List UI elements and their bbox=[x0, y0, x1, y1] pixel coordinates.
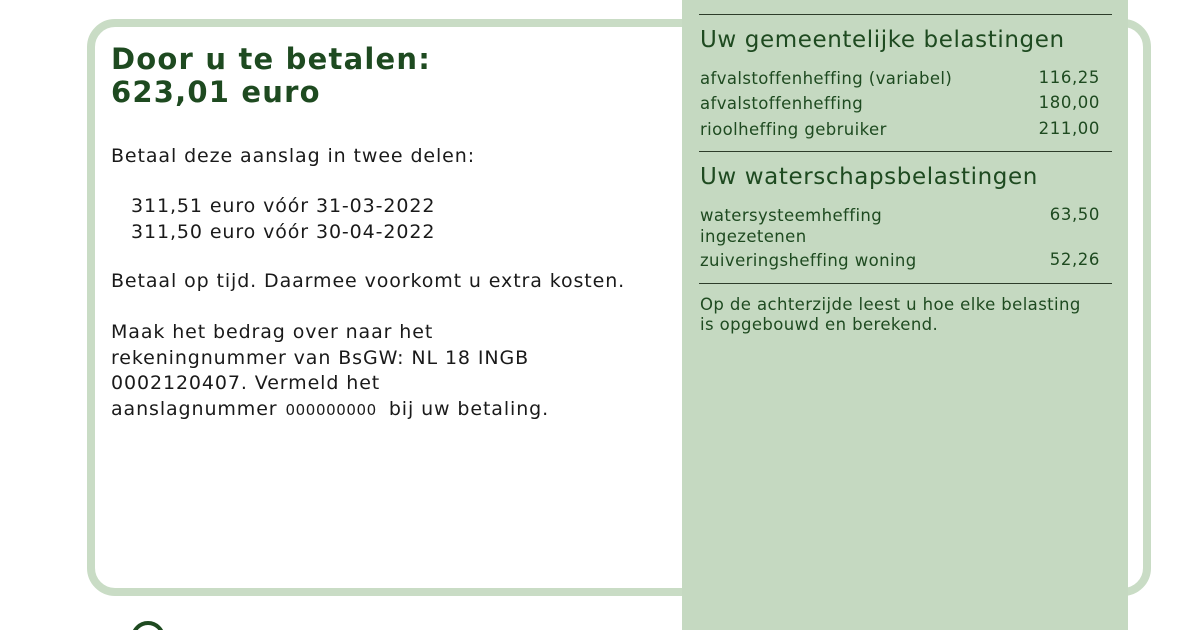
municipal-row-value: 116,25 bbox=[1038, 68, 1100, 87]
transfer-closing: bij uw betaling. bbox=[388, 397, 550, 420]
reverse-side-note: Op de achterzijde leest u hoe elke belasting is opgebouwd en berekend. bbox=[700, 295, 1081, 334]
divider bbox=[699, 151, 1112, 152]
water-board-row-label: watersysteemheffing ingezetenen bbox=[700, 206, 883, 246]
divider bbox=[699, 14, 1112, 15]
amount-due-title bbox=[111, 43, 431, 109]
municipal-row-label: afvalstoffenheffing (variabel) bbox=[700, 69, 953, 88]
logo-icon bbox=[131, 621, 165, 630]
municipal-taxes-heading: Uw gemeentelijke belastingen bbox=[700, 27, 1065, 53]
amount-due-label: Door u te betalen: bbox=[111, 42, 431, 76]
municipal-row-value: 211,00 bbox=[1038, 119, 1100, 138]
assessment-number: 000000000 bbox=[285, 400, 377, 419]
assessment-reference-label: Vermeld het aanslagnummer bbox=[111, 372, 381, 420]
municipal-row-value: 180,00 bbox=[1038, 93, 1100, 112]
installments-intro: Betaal deze aanslag in twee delen: bbox=[111, 145, 476, 167]
municipal-row-label: rioolheffing gebruiker bbox=[700, 120, 887, 139]
water-board-row-label: zuiveringsheffing woning bbox=[700, 251, 917, 270]
water-board-row-value: 63,50 bbox=[1049, 205, 1100, 224]
pay-on-time-text: Betaal op tijd. Daarmee voorkomt u extra kosten. bbox=[111, 270, 626, 292]
divider bbox=[699, 283, 1112, 284]
installment-1: 311,51 euro vóór 31-03-2022 bbox=[131, 195, 436, 217]
amount-due-value: 623,01 euro bbox=[111, 75, 321, 109]
water-board-taxes-heading: Uw waterschapsbelastingen bbox=[700, 164, 1038, 190]
transfer-instruction: Maak het bedrag over naar het rekeningnummer van BsGW: NL 18 INGB 0002120407. bbox=[111, 321, 530, 394]
water-board-row-value: 52,26 bbox=[1049, 250, 1100, 269]
municipal-row-label: afvalstoffenheffing bbox=[700, 94, 864, 113]
payment-instructions bbox=[111, 320, 581, 423]
installment-2: 311,50 euro vóór 30-04-2022 bbox=[131, 221, 436, 243]
